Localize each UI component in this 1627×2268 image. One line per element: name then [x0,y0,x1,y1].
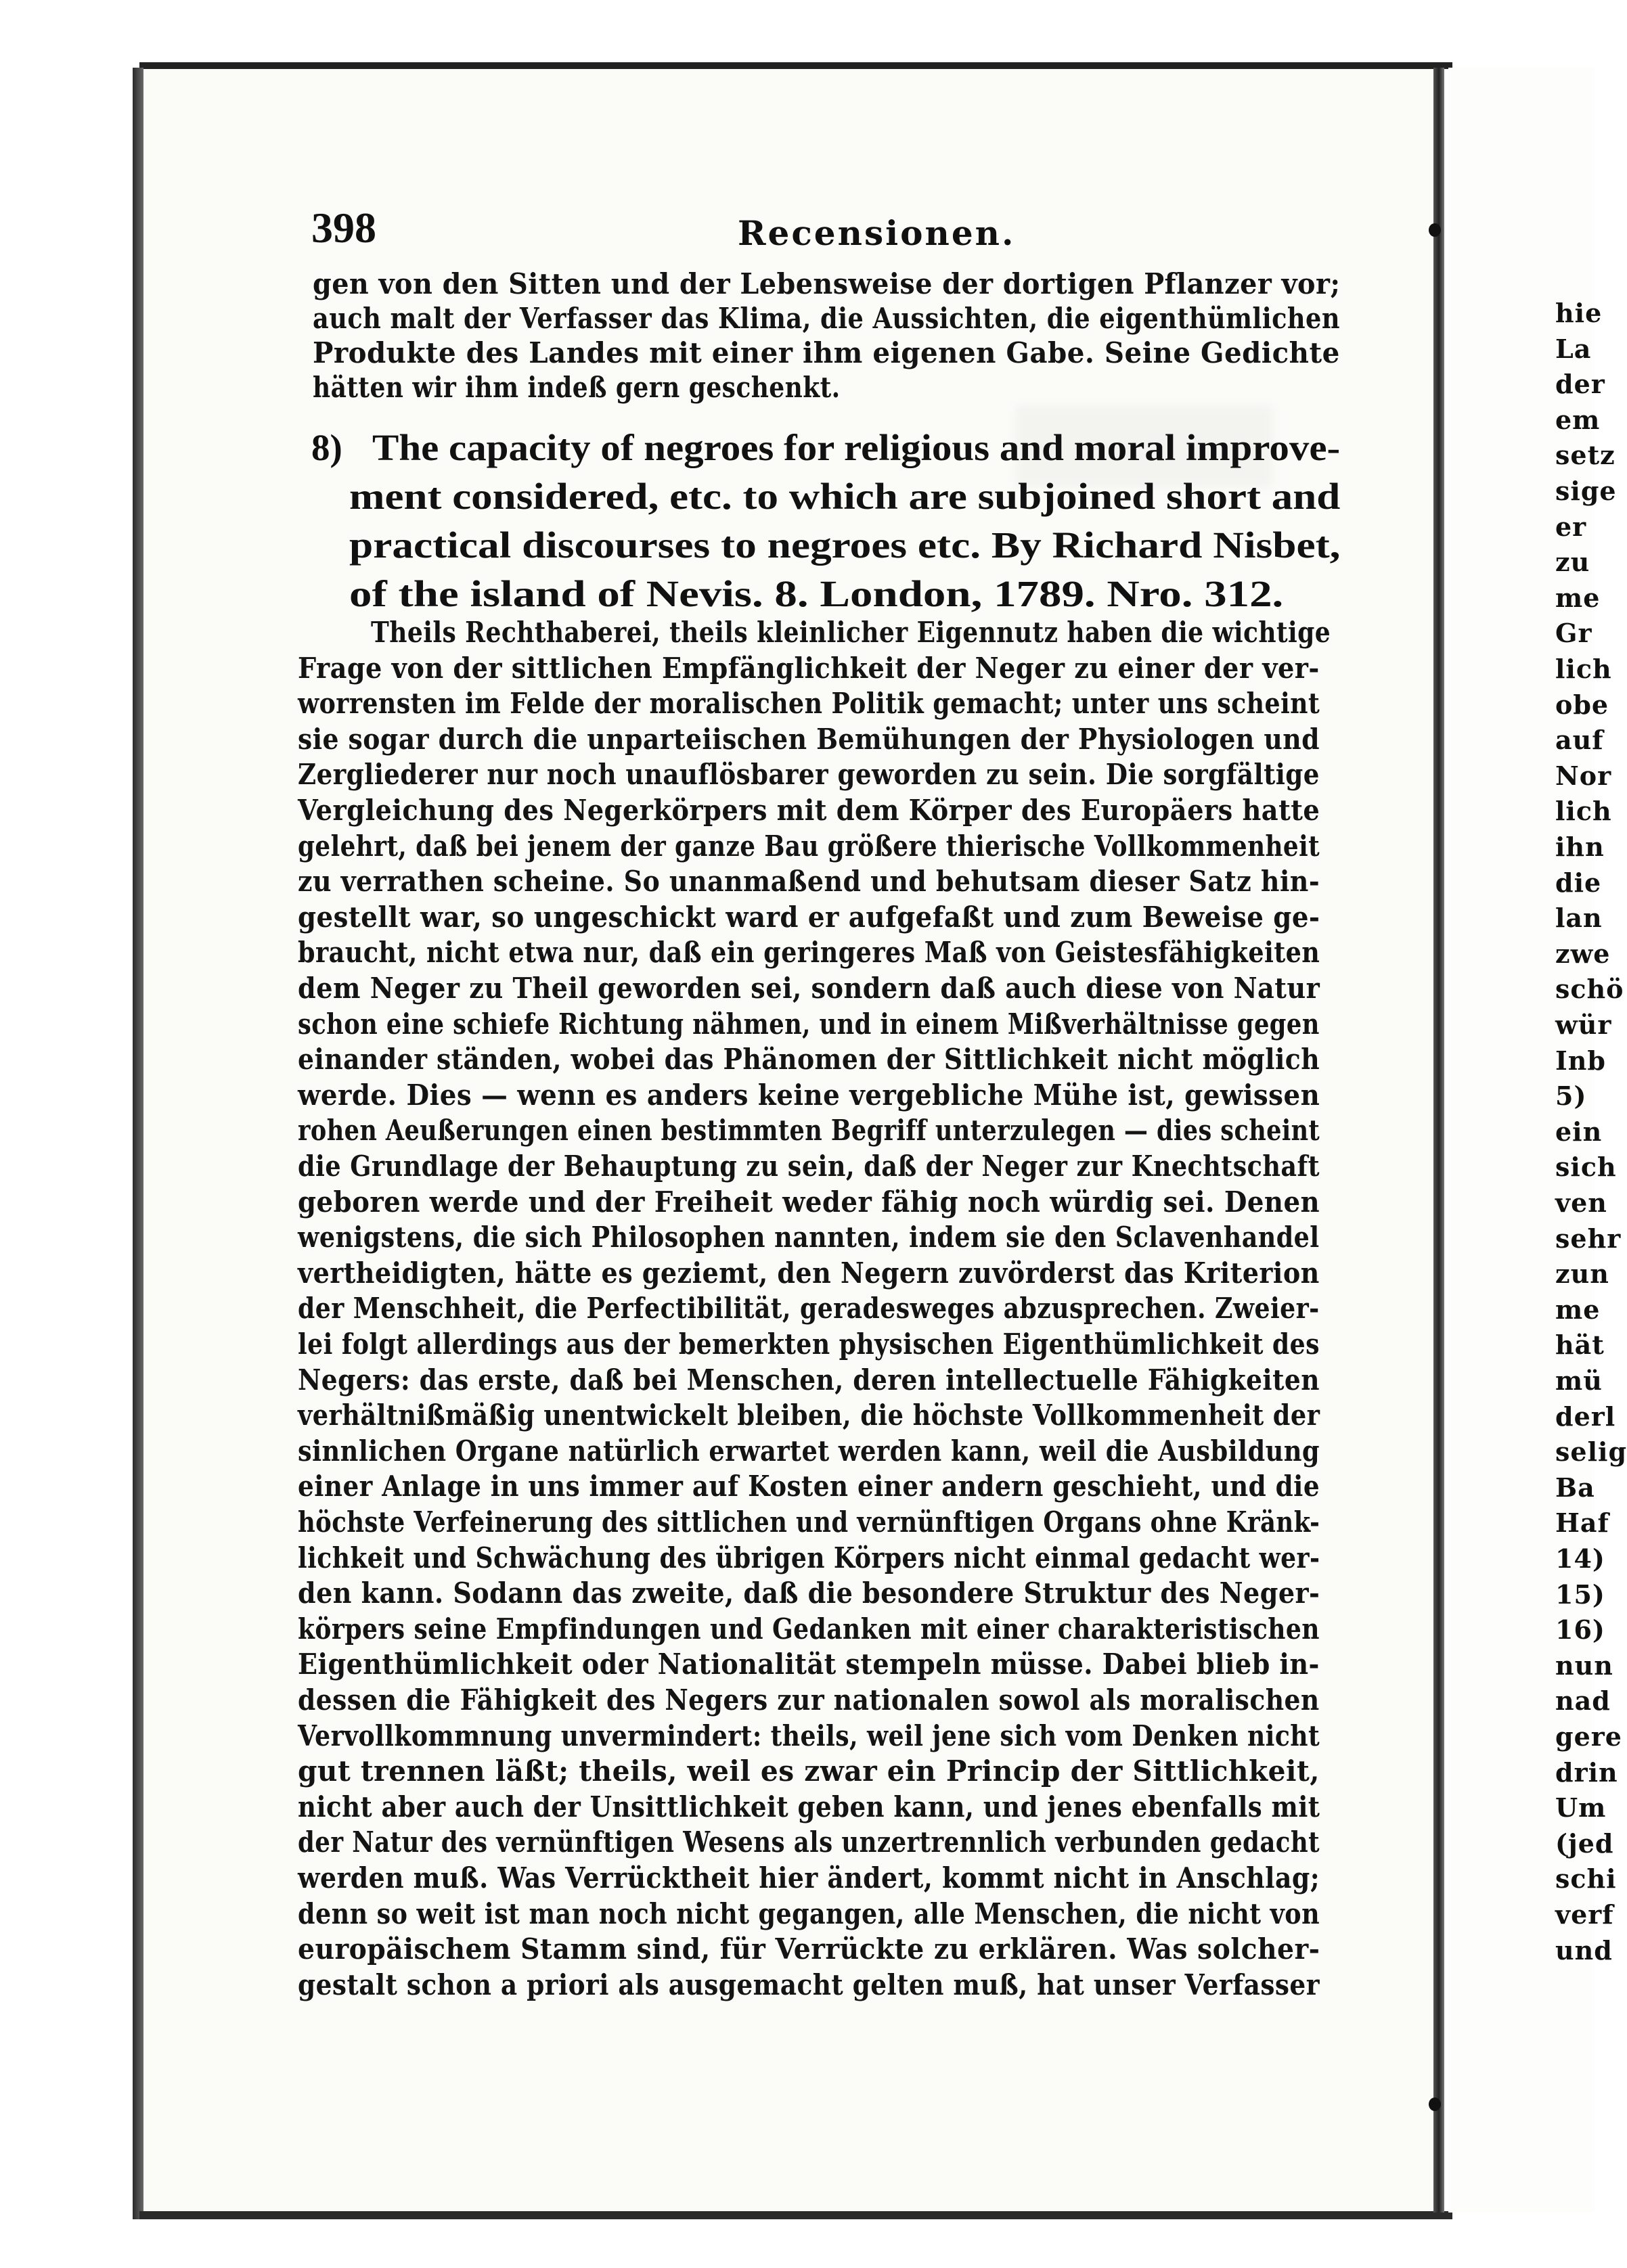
next-page-fragment: drin [1555,1756,1618,1788]
next-page-fragment: ein [1555,1116,1603,1147]
next-page-fragment: verf [1555,1899,1614,1930]
body-line: rohen Aeußerungen einen bestimmten Begriff unterzulegen — dies scheint [298,1114,1320,1148]
scan-border-bottom [139,2211,1452,2219]
body-line: den kann. Sodann das zweite, daß die besondere Struktur des Neger- [298,1577,1320,1610]
body-line: gelehrt, daß bei jenem der ganze Bau größere thierische Vollkommenheit [298,829,1320,863]
next-page-fragment: obe [1555,689,1609,720]
body-line: wenigstens, die sich Philosophen nannten, indem sie den Sclavenhandel [298,1221,1320,1254]
next-page-fragment: sehr [1555,1223,1622,1254]
body-line: sinnlichen Organe natürlich erwartet werden kann, weil die Ausbildung [298,1434,1320,1468]
next-page-fragment: schi [1555,1863,1617,1895]
next-page-fragment: sich [1555,1152,1617,1183]
next-page-edge [1448,68,1627,2213]
body-line: Eigenthümlichkeit oder Nationalität stempeln müsse. Dabei blieb in- [298,1648,1320,1681]
next-page-fragment: setz [1555,440,1615,471]
next-page-fragment: lich [1555,796,1612,827]
next-page-fragment: em [1555,404,1601,435]
next-page-fragment: er [1555,511,1587,542]
next-page-fragment: wür [1555,1010,1612,1040]
intro-line: Produkte des Landes mit einer ihm eigenen Gabe. Seine Gedichte [313,336,1340,369]
body-line: zu verrathen scheine. So unanmaßend und behutsam dieser Satz hin- [298,865,1320,899]
next-page-fragment: lich [1555,654,1612,684]
next-page-fragment: hie [1555,298,1603,328]
body-line: gestalt schon a priori als ausgemacht gelten muß, hat unser Verfasser [298,1968,1320,2001]
next-page-fragment: ven [1555,1187,1607,1218]
next-page-fragment: La [1555,333,1592,364]
next-page-fragment: 15) [1555,1579,1605,1610]
body-line: verhältnißmäßig unentwickelt bleiben, die höchste Vollkommenheit der [298,1399,1320,1432]
running-head: Recensionen. [738,213,1016,253]
body-line: die Grundlage der Behauptung zu sein, daß der Neger zur Knechtschaft [298,1150,1320,1183]
body-line: höchste Verfeinerung des sittlichen und vernünftigen Organs ohne Kränk- [298,1505,1320,1539]
body-line: geboren werde und der Freiheit weder fähig noch würdig sei. Denen [298,1185,1320,1219]
intro-line: gen von den Sitten und der Lebensweise der dortigen Pflanzer vor; [313,267,1341,300]
gutter-mark [1429,223,1441,237]
gutter-mark [1429,2097,1441,2111]
next-page-fragment: Nor [1555,760,1612,791]
next-page-fragment: Gr [1555,618,1592,649]
body-line: lichkeit und Schwächung des übrigen Körpers nicht einmal gedacht wer- [298,1541,1320,1574]
next-page-fragment: lan [1555,903,1603,934]
body-line: nicht aber auch der Unsittlichkeit geben kann, und jenes ebenfalls mit [298,1790,1320,1823]
scan-border-top [139,62,1452,69]
body-line: werde. Dies — wenn es anders keine vergebliche Mühe ist, gewissen [298,1078,1320,1112]
next-page-fragment: me [1555,1294,1601,1325]
review-number: 8) [311,427,342,468]
body-line: gestellt war, so ungeschickt ward er aufgefaßt und zum Beweise ge- [298,900,1320,934]
next-page-fragment: 16) [1555,1614,1605,1646]
next-page-fragment: Inb [1555,1045,1606,1076]
next-page-fragment: der [1555,369,1605,400]
body-line: Vervollkommnung unvermindert: theils, weil jene sich vom Denken nicht [298,1719,1320,1752]
body-line: braucht, nicht etwa nur, daß ein geringeres Maß von Geistesfähigkeiten [298,936,1320,970]
body-line: vertheidigten, hätte es geziemt, den Negern zuvörderst das Kriterion [298,1256,1320,1290]
body-line: sie sogar durch die unparteiischen Bemühungen der Physiologen und [298,722,1320,756]
body-line: gut trennen läßt; theils, weil es zwar ein Princip der Sittlichkeit, [298,1754,1320,1788]
next-page-fragment: 14) [1555,1543,1605,1574]
next-page-fragment: nad [1555,1685,1611,1717]
body-line: Theils Rechthaberei, theils kleinlicher Eigennutz haben die wichtige [371,616,1331,649]
body-line: schon eine schiefe Richtung nähmen, und in einem Mißverhältnisse gegen [298,1007,1320,1041]
next-page-fragment: mü [1555,1365,1603,1396]
next-page-fragment: sige [1555,476,1617,506]
next-page-fragment: Haf [1555,1507,1609,1539]
body-line: Negers: das erste, daß bei Menschen, deren intellectuelle Fähigkeiten [298,1363,1320,1397]
body-line: worrensten im Felde der moralischen Politik gemacht; unter uns scheint [298,687,1320,721]
page-gutter [1433,68,1444,2213]
review-title-line: ment considered, etc. to which are subjoined short and [349,476,1341,517]
next-page-fragment: zun [1555,1258,1609,1290]
next-page-fragment: Ba [1555,1472,1595,1503]
next-page-fragment: nun [1555,1650,1613,1681]
body-line: der Menschheit, die Perfectibilität, geradesweges abzusprechen. Zweier- [298,1292,1320,1325]
scan-border-left [133,68,143,2219]
page-number: 398 [311,204,376,252]
next-page-fragment: zu [1555,547,1590,578]
next-page-fragment: gere [1555,1721,1622,1752]
next-page-fragment: und [1555,1934,1613,1966]
next-page-fragment: Um [1555,1792,1607,1823]
next-page-fragment: (jed [1555,1828,1614,1859]
next-page-fragment: 5) [1555,1081,1587,1112]
body-line: Zergliederer nur noch unauflösbarer geworden zu sein. Die sorgfältige [298,758,1320,792]
body-line: einander ständen, wobei das Phänomen der Sittlichkeit nicht möglich [298,1043,1320,1076]
body-line: einer Anlage in uns immer auf Kosten einer andern geschieht, und die [298,1470,1320,1503]
review-title-line: practical discourses to negroes etc. By Richard Nisbet, [349,524,1341,566]
next-page-fragment: me [1555,582,1601,613]
body-line: körpers seine Empfindungen und Gedanken mit einer charakteristischen [298,1612,1320,1646]
next-page-fragment: derl [1555,1401,1616,1432]
body-line: werden muß. Was Verrücktheit hier ändert, kommt nicht in Anschlag; [298,1861,1320,1895]
next-page-fragment: die [1555,867,1602,898]
body-line: Frage von der sittlichen Empfänglichkeit der Neger zu einer der ver- [298,651,1320,685]
body-line: der Natur des vernünftigen Wesens als unzertrennlich verbunden gedacht [298,1825,1320,1859]
next-page-fragment: hät [1555,1330,1605,1361]
next-page-fragment: ihn [1555,832,1605,862]
body-line: denn so weit ist man noch nicht gegangen, alle Menschen, die nicht von [298,1897,1320,1930]
body-line: dem Neger zu Theil geworden sei, sondern daß auch diese von Natur [298,972,1320,1005]
review-title-line: of the island of Nevis. 8. London, 1789. Nro. 312. [349,573,1284,614]
next-page-fragment: zwe [1555,938,1611,969]
body-line: lei folgt allerdings aus der bemerkten physischen Eigenthümlichkeit des [298,1328,1320,1361]
intro-line: auch malt der Verfasser das Klima, die Aussichten, die eigenthümlichen [313,302,1340,335]
body-line: dessen die Fähigkeit des Negers zur nationalen sowol als moralischen [298,1683,1320,1717]
review-title-line: The capacity of negroes for religious and moral improve- [372,427,1341,468]
intro-line: hätten wir ihm indeß gern geschenkt. [313,371,841,404]
next-page-fragment: auf [1555,725,1604,756]
next-page-fragment: schö [1555,974,1624,1005]
body-line: Vergleichung des Negerkörpers mit dem Körper des Europäers hatte [298,794,1320,827]
body-line: europäischem Stamm sind, für Verrückte zu erklären. Was solcher- [298,1932,1320,1966]
next-page-fragment: selig [1555,1436,1627,1468]
